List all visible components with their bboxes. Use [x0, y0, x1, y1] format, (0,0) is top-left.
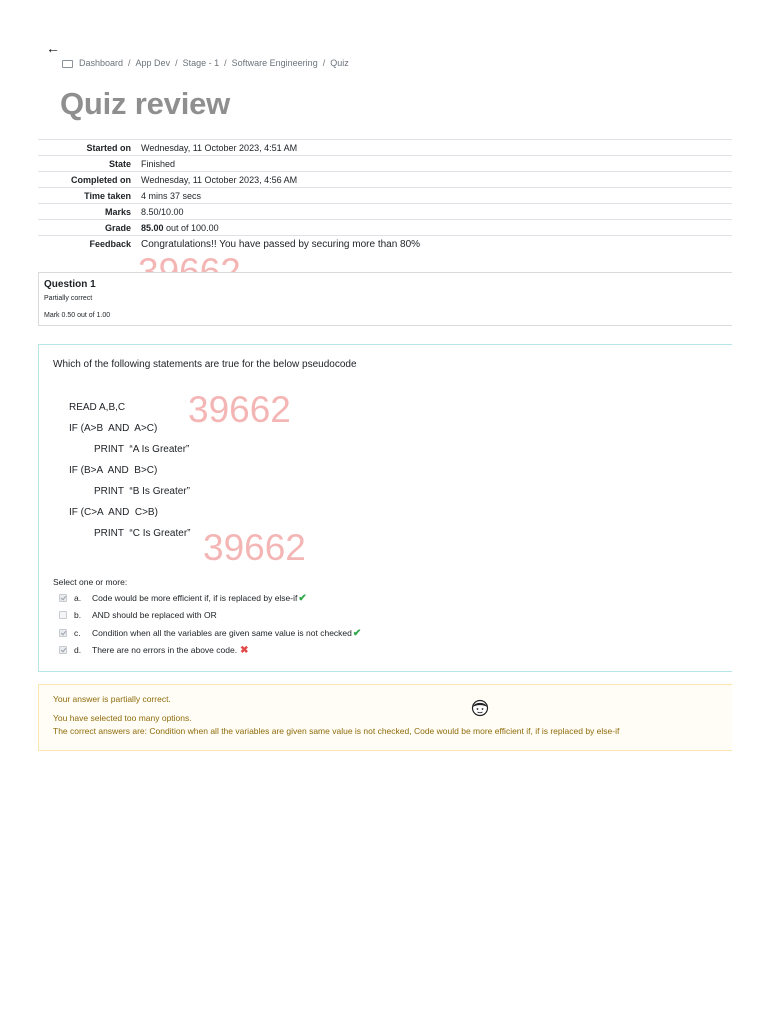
summary-value: 4 mins 37 secs [141, 190, 202, 201]
question-mark: Mark 0.50 out of 1.00 [44, 312, 111, 319]
summary-label: Started on [86, 142, 131, 153]
answer-option-d[interactable] [59, 644, 248, 656]
checkbox-unchecked[interactable] [59, 611, 67, 619]
checkbox-checked[interactable] [59, 594, 67, 602]
code-line: IF (B>A AND B>C) [69, 465, 158, 476]
breadcrumb-separator: / [128, 58, 131, 68]
summary-row [38, 220, 732, 236]
summary-label: Grade [104, 222, 131, 233]
code-line: IF (A>B AND A>C) [69, 423, 158, 434]
option-text: AND should be replaced with OR [92, 610, 217, 620]
option-letter: c. [74, 628, 81, 638]
grade-value: 85.00 [141, 222, 164, 233]
question-state: Partially correct [44, 295, 93, 302]
summary-row [38, 204, 732, 220]
feedback-correct-answers: The correct answers are: Condition when all the variables are given same value is not checked, Code would be more efficient if, if is replaced by else-if [53, 726, 620, 736]
code-line: PRINT “C Is Greater” [94, 528, 191, 539]
summary-label: Time taken [84, 190, 131, 201]
summary-row [38, 236, 732, 253]
quiz-summary-table [38, 139, 732, 253]
check-mark-icon: ✔ [298, 592, 307, 604]
code-line: PRINT “B Is Greater” [94, 486, 190, 497]
watermark: 39662 [203, 527, 306, 568]
code-line: PRINT “A Is Greater” [94, 444, 190, 455]
answer-option-c[interactable] [59, 627, 361, 639]
check-mark-icon: ✔ [352, 627, 362, 639]
feedback-partially-correct: Your answer is partially correct. [53, 694, 171, 704]
summary-label: Marks [104, 206, 131, 217]
breadcrumb-separator: / [175, 58, 178, 68]
grade-total: out of 100.00 [163, 222, 219, 233]
checkbox-checked[interactable] [59, 646, 67, 654]
arrow-left-icon[interactable]: ← [46, 40, 60, 56]
checkbox-checked[interactable] [59, 629, 67, 637]
feedback-too-many: You have selected too many options. [53, 713, 192, 723]
summary-value: Wednesday, 11 October 2023, 4:56 AM [141, 174, 298, 185]
summary-row [38, 140, 732, 156]
option-letter: d. [74, 645, 82, 655]
option-text: Code would be more efficient if, if is replaced by else-if [92, 593, 298, 603]
avatar-icon [471, 699, 489, 717]
watermark: 39662 [188, 389, 291, 430]
question-content [38, 344, 732, 672]
breadcrumb-course[interactable]: Software Engineering [231, 58, 318, 68]
summary-row [38, 188, 732, 204]
answer-option-b[interactable] [59, 609, 217, 621]
question-number: Question 1 [44, 279, 96, 290]
summary-label: Completed on [71, 174, 131, 185]
select-prompt: Select one or more: [53, 577, 128, 587]
code-line: IF (C>A AND C>B) [69, 507, 158, 518]
option-letter: b. [74, 610, 82, 620]
summary-label: Feedback [89, 239, 131, 250]
breadcrumb-separator: / [322, 58, 326, 68]
option-text: There are no errors in the above code. [92, 645, 238, 655]
option-letter: a. [74, 593, 82, 603]
question-text: Which of the following statements are true for the below pseudocode [53, 359, 357, 370]
summary-row [38, 172, 732, 188]
code-line: READ A,B,C [69, 402, 126, 413]
summary-value [137, 220, 732, 236]
cross-mark-icon: ✖ [240, 644, 249, 656]
summary-feedback: Congratulations!! You have passed by securing more than 80% [141, 238, 421, 250]
summary-row [38, 156, 732, 172]
home-icon [62, 60, 73, 68]
breadcrumb-dashboard[interactable]: Dashboard [79, 58, 124, 68]
option-text: Condition when all the variables are given same value is not checked [92, 628, 352, 638]
breadcrumb-separator: / [224, 58, 227, 68]
summary-label: State [108, 158, 131, 169]
question-info [38, 272, 732, 326]
summary-value: Wednesday, 11 October 2023, 4:51 AM [141, 142, 298, 153]
breadcrumb-app-dev[interactable]: App Dev [135, 58, 171, 68]
answer-option-a[interactable] [59, 592, 307, 604]
breadcrumb-quiz[interactable]: Quiz [330, 58, 349, 68]
breadcrumb-stage[interactable]: Stage - 1 [182, 58, 220, 68]
summary-value: 8.50/10.00 [141, 206, 184, 217]
breadcrumb [62, 58, 349, 68]
answer-feedback [38, 684, 732, 751]
summary-value: Finished [141, 158, 176, 169]
page-title: Quiz review [60, 86, 231, 121]
